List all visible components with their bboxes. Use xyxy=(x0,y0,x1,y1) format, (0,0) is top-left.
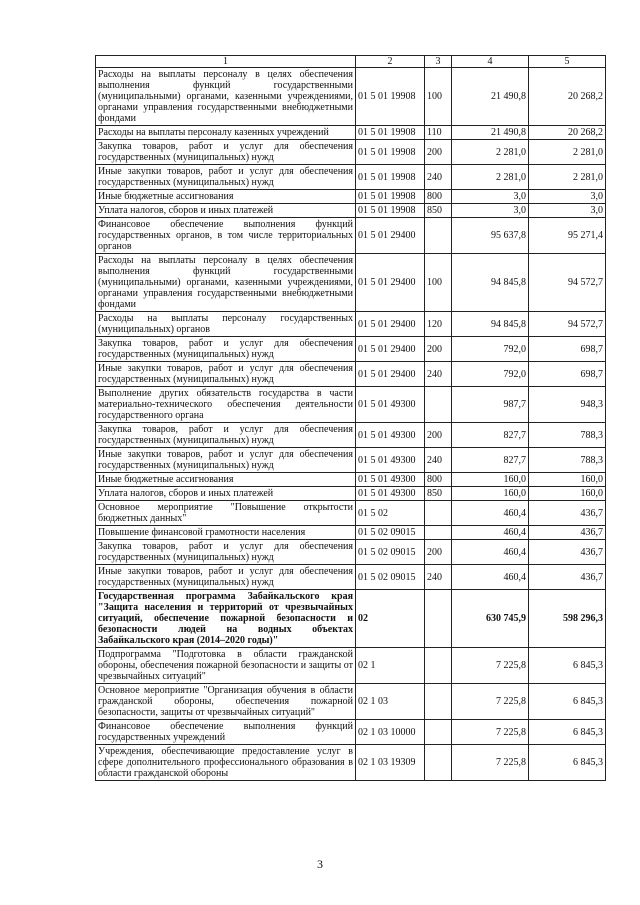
expense-type-cell xyxy=(425,648,452,684)
item-name-cell: Закупка товаров, работ и услуг для обеспечения государственных (муниципальных) нужд xyxy=(96,140,356,165)
amount-col5-cell: 436,7 xyxy=(529,565,606,590)
table-row xyxy=(96,540,606,565)
amount-col4-cell: 2 281,0 xyxy=(452,165,529,190)
amount-col4-cell: 160,0 xyxy=(452,473,529,487)
amount-col5-cell: 94 572,7 xyxy=(529,312,606,337)
target-article-code-cell: 01 5 01 49300 xyxy=(356,487,425,501)
target-article-code-cell: 01 5 02 xyxy=(356,501,425,526)
table-row xyxy=(96,565,606,590)
item-name-cell: Основное мероприятие "Повышение открытости бюджетных данных" xyxy=(96,501,356,526)
item-name-cell: Подпрограмма "Подготовка в области гражданской обороны, обеспечения пожарной безопасности и защиты от чрезвычайных ситуаций" xyxy=(96,648,356,684)
item-name-cell: Расходы на выплаты персоналу казенных учреждений xyxy=(96,126,356,140)
table-row xyxy=(96,337,606,362)
table-row xyxy=(96,190,606,204)
item-name-cell: Финансовое обеспечение выполнения функций государственных учреждений xyxy=(96,720,356,745)
item-name-cell: Учреждения, обеспечивающие предоставление услуг в сфере дополнительного профессионального образования в области гражданской обороны xyxy=(96,745,356,781)
budget-table xyxy=(95,55,606,781)
table-row xyxy=(96,423,606,448)
amount-col5-cell: 948,3 xyxy=(529,387,606,423)
target-article-code-cell: 01 5 02 09015 xyxy=(356,565,425,590)
amount-col4-cell: 630 745,9 xyxy=(452,590,529,648)
target-article-code-cell: 01 5 01 49300 xyxy=(356,387,425,423)
expense-type-cell: 200 xyxy=(425,423,452,448)
amount-col4-cell: 7 225,8 xyxy=(452,684,529,720)
header-row xyxy=(96,56,606,68)
expense-type-cell xyxy=(425,684,452,720)
amount-col4-cell: 94 845,8 xyxy=(452,312,529,337)
table-row xyxy=(96,526,606,540)
amount-col4-cell: 460,4 xyxy=(452,526,529,540)
target-article-code-cell: 01 5 01 19908 xyxy=(356,126,425,140)
amount-col5-cell: 436,7 xyxy=(529,526,606,540)
amount-col5-cell: 698,7 xyxy=(529,362,606,387)
target-article-code-cell: 02 1 xyxy=(356,648,425,684)
table-row xyxy=(96,590,606,648)
target-article-code-cell: 01 5 01 49300 xyxy=(356,473,425,487)
expense-type-cell: 100 xyxy=(425,254,452,312)
target-article-code-cell: 01 5 01 29400 xyxy=(356,254,425,312)
target-article-code-cell: 01 5 01 19908 xyxy=(356,204,425,218)
item-name-cell: Закупка товаров, работ и услуг для обеспечения государственных (муниципальных) нужд xyxy=(96,423,356,448)
amount-col4-cell: 3,0 xyxy=(452,204,529,218)
item-name-cell: Закупка товаров, работ и услуг для обеспечения государственных (муниципальных) нужд xyxy=(96,540,356,565)
amount-col5-cell: 6 845,3 xyxy=(529,648,606,684)
table-row xyxy=(96,126,606,140)
expense-type-cell: 110 xyxy=(425,126,452,140)
target-article-code-cell: 01 5 01 19908 xyxy=(356,140,425,165)
table-row xyxy=(96,745,606,781)
expense-type-cell: 240 xyxy=(425,362,452,387)
item-name-cell: Закупка товаров, работ и услуг для обеспечения государственных (муниципальных) нужд xyxy=(96,337,356,362)
target-article-code-cell: 01 5 01 29400 xyxy=(356,362,425,387)
table-row xyxy=(96,218,606,254)
expense-type-cell: 200 xyxy=(425,140,452,165)
target-article-code-cell: 01 5 02 09015 xyxy=(356,526,425,540)
column-header-2: 2 xyxy=(356,56,425,68)
column-header-4: 4 xyxy=(452,56,529,68)
table-body xyxy=(96,68,606,781)
expense-type-cell: 850 xyxy=(425,204,452,218)
amount-col5-cell: 95 271,4 xyxy=(529,218,606,254)
amount-col5-cell: 6 845,3 xyxy=(529,684,606,720)
amount-col5-cell: 436,7 xyxy=(529,501,606,526)
target-article-code-cell: 01 5 01 19908 xyxy=(356,190,425,204)
item-name-cell: Иные закупки товаров, работ и услуг для обеспечения государственных (муниципальных) нужд xyxy=(96,448,356,473)
amount-col5-cell: 94 572,7 xyxy=(529,254,606,312)
amount-col4-cell: 460,4 xyxy=(452,540,529,565)
table-row xyxy=(96,387,606,423)
table-row xyxy=(96,140,606,165)
amount-col5-cell: 788,3 xyxy=(529,448,606,473)
target-article-code-cell: 01 5 01 49300 xyxy=(356,448,425,473)
amount-col4-cell: 7 225,8 xyxy=(452,648,529,684)
expense-type-cell xyxy=(425,720,452,745)
item-name-cell: Иные закупки товаров, работ и услуг для обеспечения государственных (муниципальных) нужд xyxy=(96,565,356,590)
item-name-cell: Расходы на выплаты персоналу в целях обеспечения выполнения функций государственными (муниципальными) органами, казенными учреждениями, органами управления государственными внебюджетными фондами xyxy=(96,68,356,126)
amount-col5-cell: 20 268,2 xyxy=(529,126,606,140)
expense-type-cell xyxy=(425,526,452,540)
item-name-cell: Расходы на выплаты персоналу в целях обеспечения выполнения функций государственными (муниципальными) органами, казенными учреждениями, органами управления государственными внебюджетными фондами xyxy=(96,254,356,312)
item-name-cell: Государственная программа Забайкальского края "Защита населения и территорий от чрезвычайных ситуаций, обеспечение пожарной безопасности и безопасности людей на водных объектах Забайкальского края (2014–2020 годы)" xyxy=(96,590,356,648)
amount-col5-cell: 698,7 xyxy=(529,337,606,362)
page-number: 3 xyxy=(317,857,323,871)
target-article-code-cell: 02 1 03 19309 xyxy=(356,745,425,781)
target-article-code-cell: 01 5 01 29400 xyxy=(356,312,425,337)
item-name-cell: Финансовое обеспечение выполнения функций государственных органов, в том числе территориальных органов xyxy=(96,218,356,254)
amount-col5-cell: 788,3 xyxy=(529,423,606,448)
expense-type-cell: 850 xyxy=(425,487,452,501)
expense-type-cell: 120 xyxy=(425,312,452,337)
target-article-code-cell: 01 5 01 19908 xyxy=(356,165,425,190)
amount-col4-cell: 7 225,8 xyxy=(452,745,529,781)
table-row xyxy=(96,254,606,312)
amount-col4-cell: 21 490,8 xyxy=(452,126,529,140)
table-row xyxy=(96,684,606,720)
expense-type-cell: 200 xyxy=(425,337,452,362)
item-name-cell: Повышение финансовой грамотности населения xyxy=(96,526,356,540)
expense-type-cell: 200 xyxy=(425,540,452,565)
column-header-3: 3 xyxy=(425,56,452,68)
table-row xyxy=(96,648,606,684)
target-article-code-cell: 01 5 01 29400 xyxy=(356,337,425,362)
target-article-code-cell: 01 5 01 29400 xyxy=(356,218,425,254)
table-row xyxy=(96,204,606,218)
amount-col4-cell: 3,0 xyxy=(452,190,529,204)
amount-col5-cell: 3,0 xyxy=(529,190,606,204)
expense-type-cell xyxy=(425,590,452,648)
amount-col4-cell: 827,7 xyxy=(452,448,529,473)
expense-type-cell: 800 xyxy=(425,473,452,487)
expense-type-cell: 800 xyxy=(425,190,452,204)
amount-col4-cell: 2 281,0 xyxy=(452,140,529,165)
amount-col5-cell: 436,7 xyxy=(529,540,606,565)
item-name-cell: Иные бюджетные ассигнования xyxy=(96,473,356,487)
amount-col4-cell: 95 637,8 xyxy=(452,218,529,254)
amount-col5-cell: 20 268,2 xyxy=(529,68,606,126)
item-name-cell: Иные закупки товаров, работ и услуг для обеспечения государственных (муниципальных) нужд xyxy=(96,165,356,190)
table-header xyxy=(96,56,606,68)
item-name-cell: Выполнение других обязательств государства в части материально-технического обеспечения деятельности государственного органа xyxy=(96,387,356,423)
amount-col4-cell: 160,0 xyxy=(452,487,529,501)
amount-col5-cell: 598 296,3 xyxy=(529,590,606,648)
amount-col5-cell: 3,0 xyxy=(529,204,606,218)
expense-type-cell: 240 xyxy=(425,165,452,190)
amount-col4-cell: 460,4 xyxy=(452,501,529,526)
expense-type-cell xyxy=(425,745,452,781)
table-row xyxy=(96,312,606,337)
amount-col4-cell: 792,0 xyxy=(452,362,529,387)
table-row xyxy=(96,720,606,745)
amount-col4-cell: 94 845,8 xyxy=(452,254,529,312)
item-name-cell: Уплата налогов, сборов и иных платежей xyxy=(96,204,356,218)
amount-col5-cell: 160,0 xyxy=(529,487,606,501)
target-article-code-cell: 02 xyxy=(356,590,425,648)
target-article-code-cell: 01 5 01 19908 xyxy=(356,68,425,126)
table-row xyxy=(96,165,606,190)
target-article-code-cell: 01 5 01 49300 xyxy=(356,423,425,448)
amount-col5-cell: 6 845,3 xyxy=(529,745,606,781)
expense-type-cell: 240 xyxy=(425,565,452,590)
amount-col5-cell: 2 281,0 xyxy=(529,140,606,165)
target-article-code-cell: 01 5 02 09015 xyxy=(356,540,425,565)
amount-col5-cell: 160,0 xyxy=(529,473,606,487)
table-row xyxy=(96,501,606,526)
expense-type-cell xyxy=(425,501,452,526)
table-row xyxy=(96,68,606,126)
amount-col4-cell: 792,0 xyxy=(452,337,529,362)
item-name-cell: Иные закупки товаров, работ и услуг для обеспечения государственных (муниципальных) нужд xyxy=(96,362,356,387)
expense-type-cell xyxy=(425,218,452,254)
amount-col5-cell: 2 281,0 xyxy=(529,165,606,190)
table-row xyxy=(96,448,606,473)
table-row xyxy=(96,362,606,387)
amount-col5-cell: 6 845,3 xyxy=(529,720,606,745)
expense-type-cell: 240 xyxy=(425,448,452,473)
item-name-cell: Иные бюджетные ассигнования xyxy=(96,190,356,204)
expense-type-cell: 100 xyxy=(425,68,452,126)
target-article-code-cell: 02 1 03 10000 xyxy=(356,720,425,745)
expense-type-cell xyxy=(425,387,452,423)
amount-col4-cell: 827,7 xyxy=(452,423,529,448)
column-header-1: 1 xyxy=(96,56,356,68)
amount-col4-cell: 21 490,8 xyxy=(452,68,529,126)
item-name-cell: Уплата налогов, сборов и иных платежей xyxy=(96,487,356,501)
table-row xyxy=(96,487,606,501)
item-name-cell: Основное мероприятие "Организация обучения в области гражданской обороны, обеспечения пожарной безопасности, защиты от чрезвычайных ситуаций" xyxy=(96,684,356,720)
item-name-cell: Расходы на выплаты персоналу государственных (муниципальных) органов xyxy=(96,312,356,337)
column-header-5: 5 xyxy=(529,56,606,68)
amount-col4-cell: 7 225,8 xyxy=(452,720,529,745)
amount-col4-cell: 987,7 xyxy=(452,387,529,423)
target-article-code-cell: 02 1 03 xyxy=(356,684,425,720)
amount-col4-cell: 460,4 xyxy=(452,565,529,590)
table-row xyxy=(96,473,606,487)
